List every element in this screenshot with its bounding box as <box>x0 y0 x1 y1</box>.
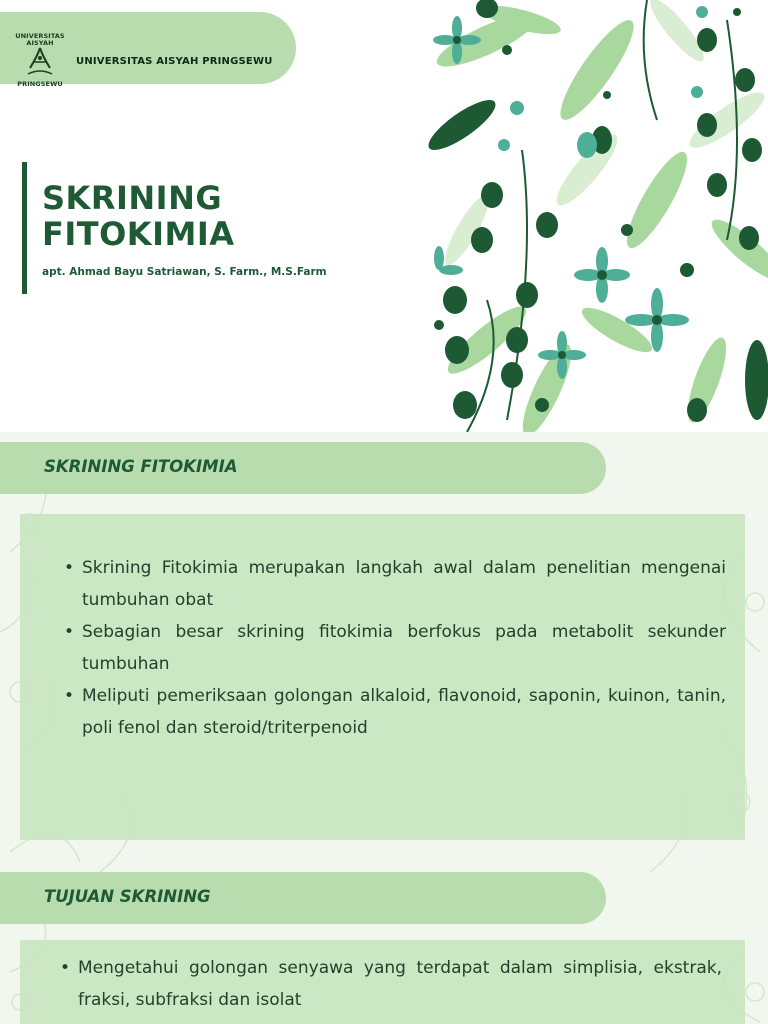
section-title-skrining: SKRINING FITOKIMIA <box>44 457 238 476</box>
title-line-2: FITOKIMIA <box>42 215 235 253</box>
bullet-list-tujuan <box>58 952 722 1016</box>
section-header-tujuan <box>0 872 606 924</box>
bullet-item: • Meliputi pemeriksaan golongan alkaloid, flavonoid, saponin, kuinon, tanin, poli fenol dan steroid/triterpenoid <box>62 680 726 744</box>
title-line-1: SKRINING <box>42 179 223 217</box>
bullet-item: • Sebagian besar skrining fitokimia berfokus pada metabolit sekunder tumbuhan <box>62 616 726 680</box>
bullet-item: • Skrining Fitokimia merupakan langkah awal dalam penelitian mengenai tumbuhan obat <box>62 552 726 616</box>
section-title-tujuan: TUJUAN SKRINING <box>44 887 211 906</box>
university-name: UNIVERSITAS AISYAH PRINGSEWU <box>76 56 273 67</box>
content-slide-tujuan <box>0 872 768 1024</box>
logo-text-line-1: UNIVERSITAS <box>15 32 65 40</box>
author-name: apt. Ahmad Bayu Satriawan, S. Farm., M.S.Farm <box>42 266 327 278</box>
title-accent-bar <box>22 162 27 294</box>
content-slide-skrining <box>0 432 768 872</box>
logo-text-line-3: PRINGSEWU <box>17 80 63 88</box>
title-slide <box>0 0 768 432</box>
floral-illustration <box>427 0 768 432</box>
university-banner <box>0 12 296 88</box>
university-logo <box>12 32 68 90</box>
logo-emblem-icon <box>24 46 56 78</box>
section-header-skrining <box>0 442 606 494</box>
bullet-item: • Mengetahui golongan senyawa yang terdapat dalam simplisia, ekstrak, fraksi, subfraksi dan isolat <box>58 952 722 1016</box>
logo-text-line-2: AISYAH <box>26 39 54 47</box>
bullet-list-skrining <box>62 552 726 744</box>
floral-pattern-image <box>427 0 768 432</box>
presentation-title <box>42 180 235 252</box>
